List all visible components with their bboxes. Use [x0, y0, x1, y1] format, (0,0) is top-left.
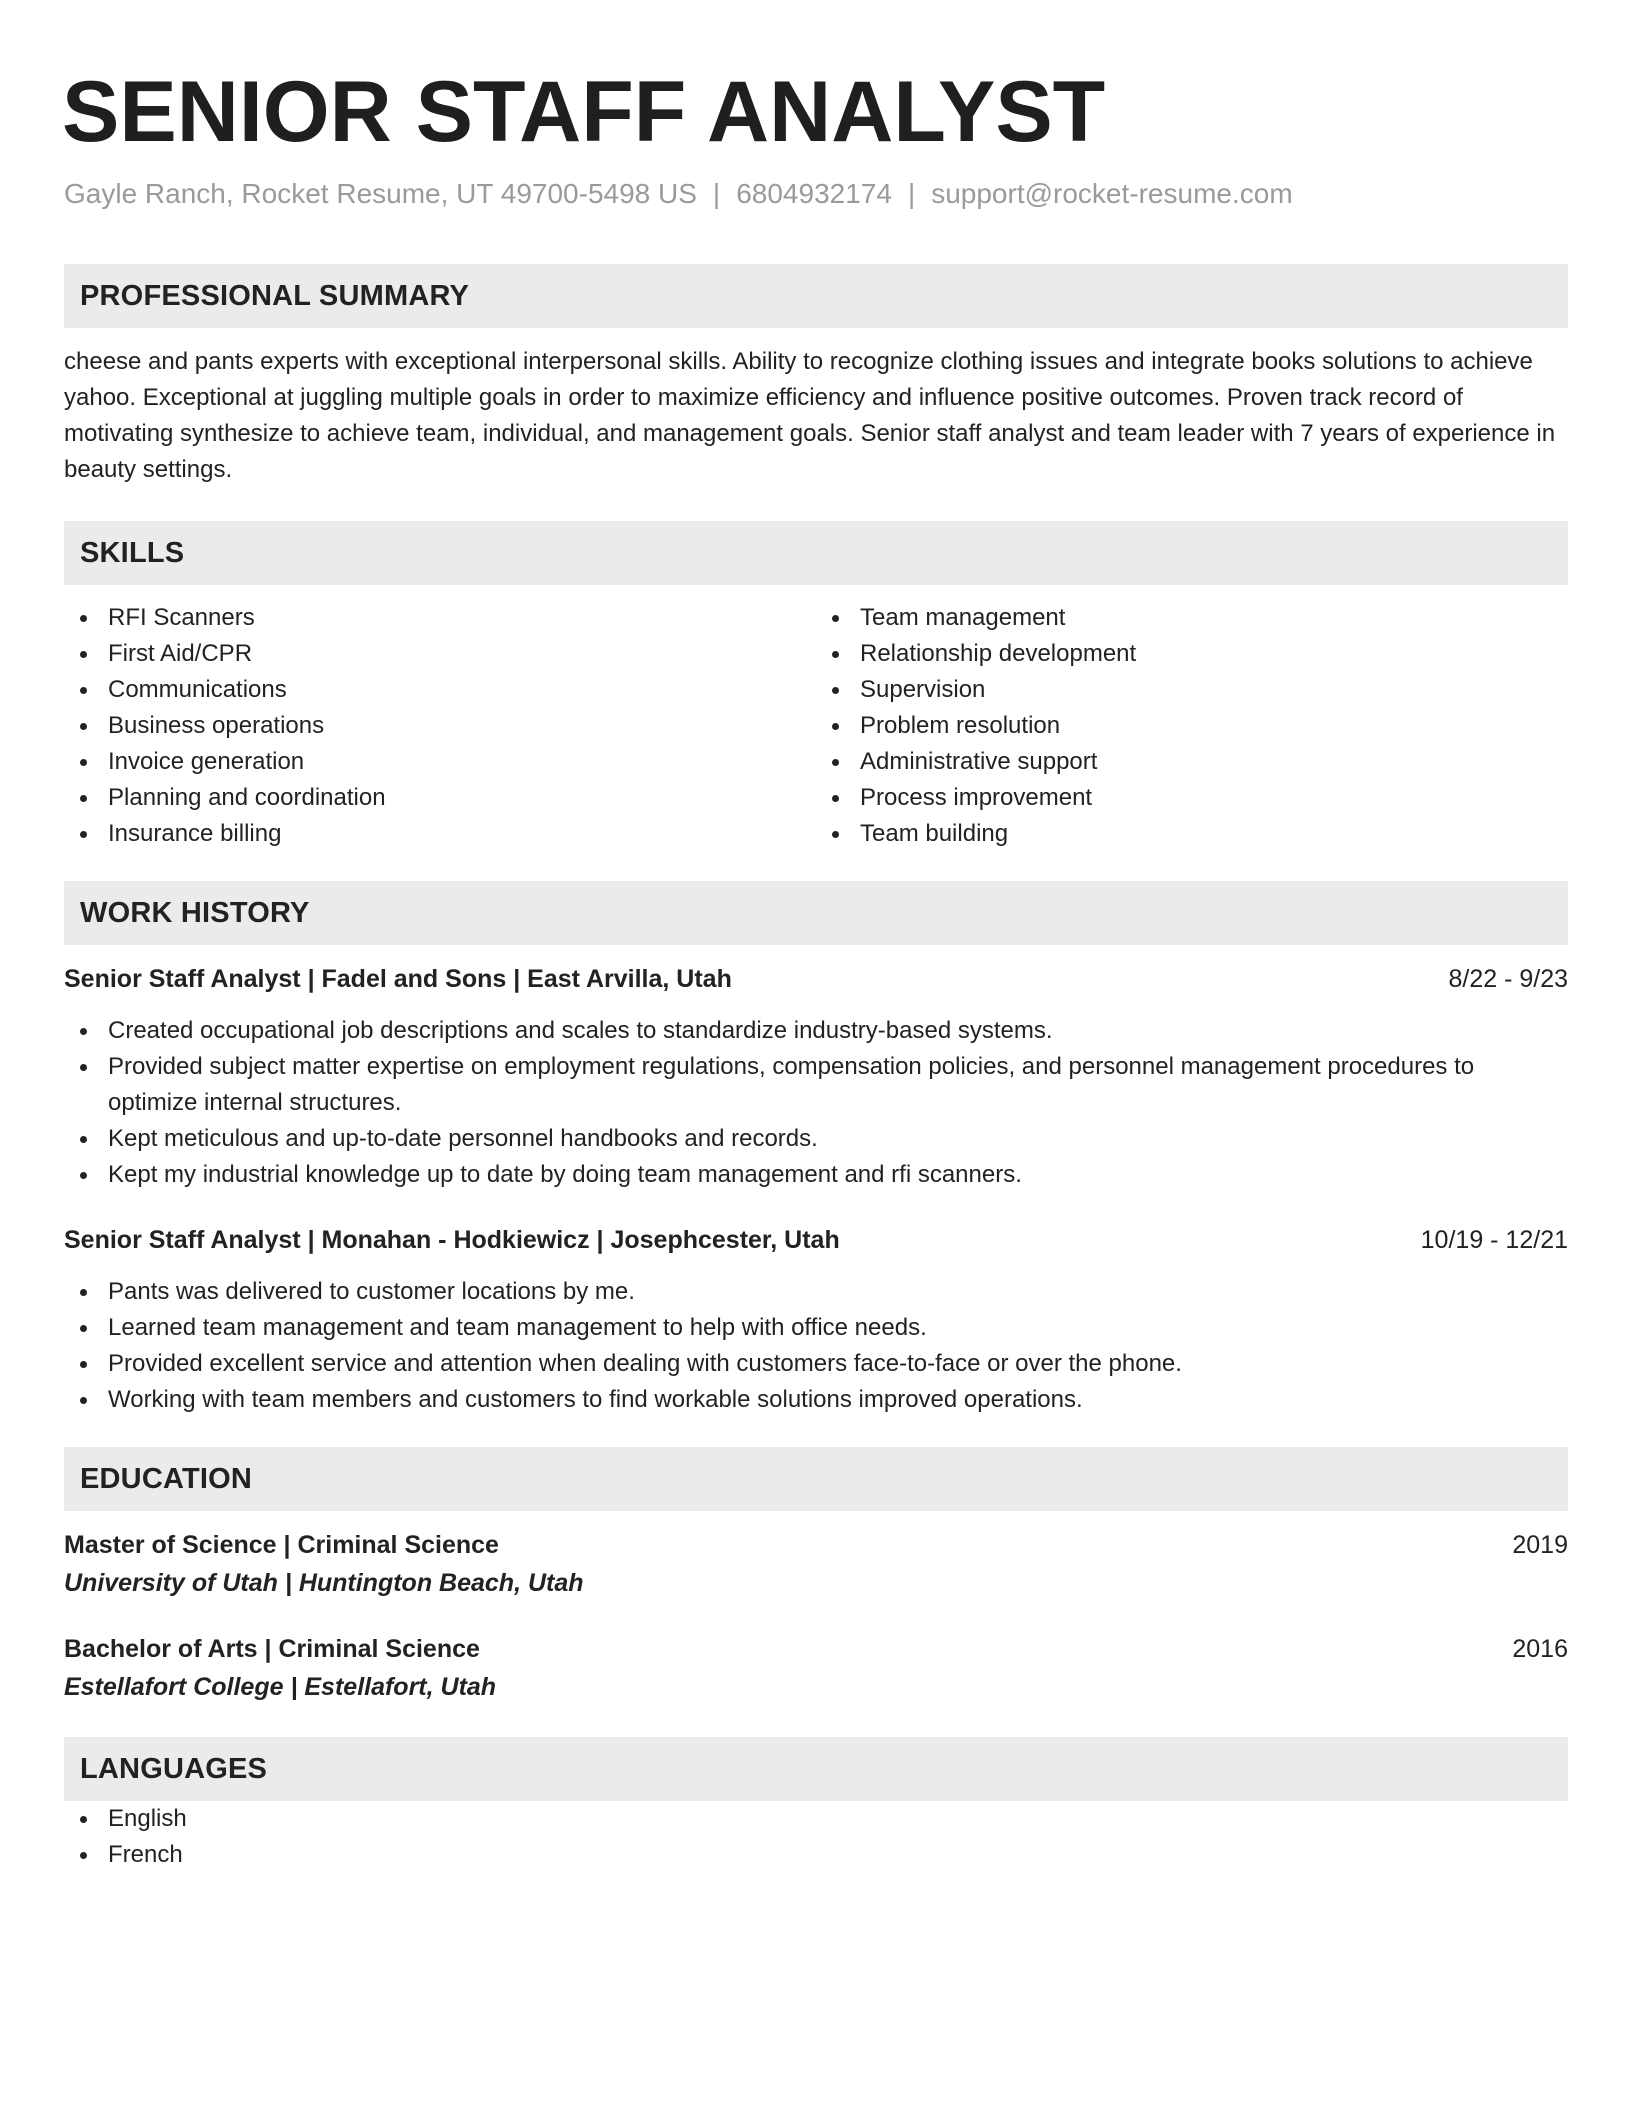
job-entry — [64, 961, 1568, 1193]
section-header-languages: LANGUAGES — [64, 1737, 1568, 1801]
section-header-education: EDUCATION — [64, 1447, 1568, 1511]
skill-item: Administrative support — [816, 744, 1568, 780]
job-bullet: Kept meticulous and up-to-date personnel handbooks and records. — [64, 1121, 1568, 1157]
contact-line — [64, 176, 1568, 212]
skill-item: Supervision — [816, 672, 1568, 708]
skill-item: Insurance billing — [64, 816, 816, 852]
job-bullets — [64, 1274, 1568, 1418]
school: University of Utah | Huntington Beach, Utah — [64, 1569, 584, 1597]
skill-item: Business operations — [64, 708, 816, 744]
contact-address: Gayle Ranch, Rocket Resume, UT 49700-5498 US — [64, 178, 697, 209]
job-bullet: Provided subject matter expertise on employment regulations, compensation policies, and personnel management procedures to optimize internal structures. — [64, 1049, 1568, 1121]
job-entry — [64, 1222, 1568, 1418]
resume-title: SENIOR STAFF ANALYST — [62, 64, 1106, 160]
job-heading — [64, 1222, 1568, 1258]
job-bullet: Learned team management and team management to help with office needs. — [64, 1310, 1568, 1346]
job-bullet: Kept my industrial knowledge up to date by doing team management and rfi scanners. — [64, 1157, 1568, 1193]
job-dates: 8/22 - 9/23 — [1448, 965, 1568, 993]
job-bullets — [64, 1013, 1568, 1193]
skills-list — [64, 600, 1568, 852]
skill-item: Process improvement — [816, 780, 1568, 816]
skill-item: First Aid/CPR — [64, 636, 816, 672]
skill-item: Planning and coordination — [64, 780, 816, 816]
job-title: Senior Staff Analyst | Monahan - Hodkiewicz | Josephcester, Utah — [64, 1226, 840, 1254]
skill-item: Problem resolution — [816, 708, 1568, 744]
job-bullet: Provided excellent service and attention when dealing with customers face-to-face or over the phone. — [64, 1346, 1568, 1382]
skill-item: Team building — [816, 816, 1568, 852]
job-bullet: Working with team members and customers to find workable solutions improved operations. — [64, 1382, 1568, 1418]
contact-phone: 6804932174 — [736, 178, 892, 209]
language-item: French — [64, 1837, 1568, 1873]
skill-item: Relationship development — [816, 636, 1568, 672]
graduation-year: 2016 — [1512, 1635, 1568, 1663]
language-item: English — [64, 1801, 1568, 1837]
skill-item: Invoice generation — [64, 744, 816, 780]
contact-separator: | — [907, 178, 916, 209]
degree: Master of Science | Criminal Science — [64, 1531, 499, 1559]
job-title: Senior Staff Analyst | Fadel and Sons | East Arvilla, Utah — [64, 965, 732, 993]
skills-column-left — [64, 600, 816, 852]
education-entry — [64, 1631, 1568, 1707]
contact-separator: | — [712, 178, 721, 209]
skills-column-right — [816, 600, 1568, 852]
skill-item: Communications — [64, 672, 816, 708]
section-header-skills: SKILLS — [64, 521, 1568, 585]
section-header-summary: PROFESSIONAL SUMMARY — [64, 264, 1568, 328]
job-bullet: Created occupational job descriptions and scales to standardize industry-based systems. — [64, 1013, 1568, 1049]
languages-list — [64, 1801, 1568, 1873]
degree: Bachelor of Arts | Criminal Science — [64, 1635, 480, 1663]
summary-text: cheese and pants experts with exceptional interpersonal skills. Ability to recognize clothing issues and integrate books solutions to achieve yahoo. Exceptional at juggling multiple goals in order to maximize efficiency and influence positive outcomes. Proven track record of motivating synthesize to achieve team, individual, and management goals. Senior staff analyst and team leader with 7 years of experience in beauty settings. — [64, 348, 1556, 483]
graduation-year: 2019 — [1512, 1531, 1568, 1559]
job-dates: 10/19 - 12/21 — [1420, 1226, 1568, 1254]
job-bullet: Pants was delivered to customer locations by me. — [64, 1274, 1568, 1310]
job-heading — [64, 961, 1568, 997]
contact-email: support@rocket-resume.com — [931, 178, 1293, 209]
education-heading — [64, 1527, 1568, 1563]
education-entry — [64, 1527, 1568, 1603]
school: Estellafort College | Estellafort, Utah — [64, 1673, 497, 1701]
section-header-work-history: WORK HISTORY — [64, 881, 1568, 945]
education-heading — [64, 1631, 1568, 1667]
skill-item: Team management — [816, 600, 1568, 636]
skill-item: RFI Scanners — [64, 600, 816, 636]
